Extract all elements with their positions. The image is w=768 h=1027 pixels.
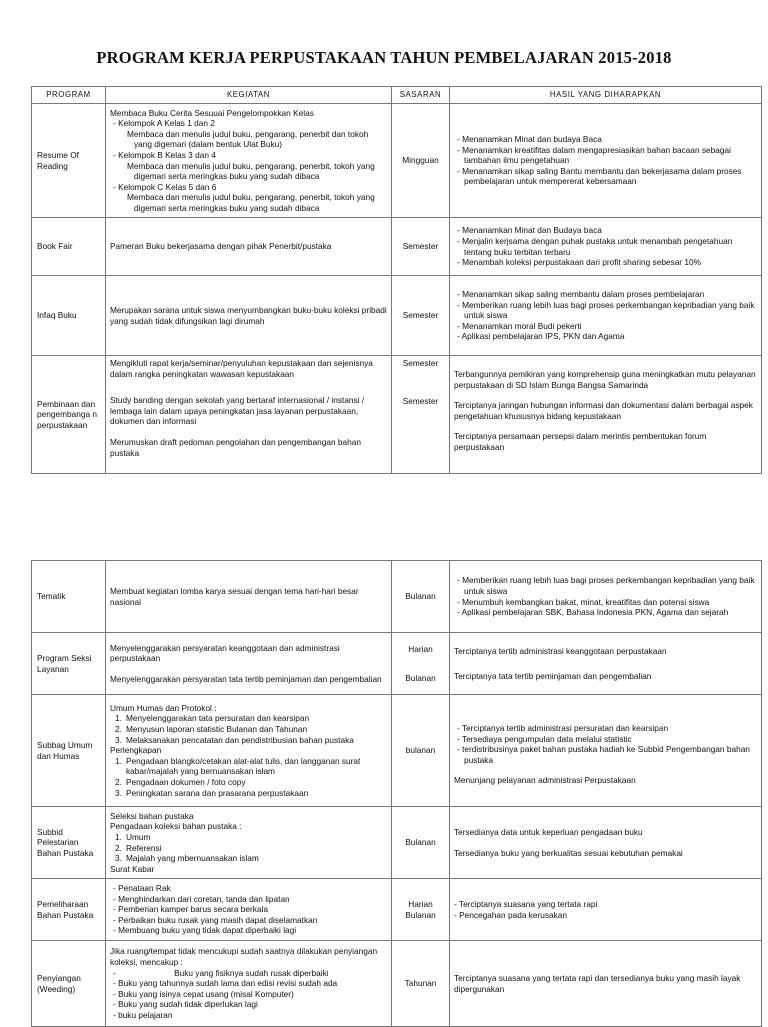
sasaran-cell: bulanan: [392, 695, 450, 807]
list-item: - Buku yang tahunnya sudah lama dan edisi revisi sudah ada: [110, 978, 387, 989]
table-header-row: [32, 87, 762, 104]
list-item: - Menanamkan sikap saling membantu dalam proses pembelajaran: [454, 289, 757, 300]
list-item: 3. Melaksanakan pencatatan dan pendistribusian bahan pustaka: [115, 734, 354, 745]
sasaran-cell: Tahunan: [392, 941, 450, 1027]
list-item: - Menumbuh kembangkan bakat, minat, kreatifitas dan potensi siswa: [454, 597, 757, 608]
header-sasaran: SASARAN: [392, 87, 450, 104]
list-item: - Tersediaya pengumpulan data melalui statistic: [454, 734, 757, 745]
kegiatan-cell: Jika ruang/tempat tidak mencukupi sudah saatnya dilakukan penyiangan koleksi, mencakup : - Buku yang fisiknya sudah rusak diperbaiki - Buku yang tahunnya sudah lama dan edisi revisi sudah ada - Buku yang isinya cepat usang (misal Komputer) - Buku yang sudah tidak diperlukan lagi - buku pelajaran: [106, 941, 392, 1027]
sasaran-cell: Harian Bulanan: [392, 633, 450, 695]
program-cell: Infaq Buku: [32, 276, 106, 356]
list-item: - Buku yang sudah tidak diperlukan lagi: [110, 999, 387, 1010]
list-item: - Memberikan ruang lebih luas bagi proses perkembangan kepribadian yang baik untuk siswa: [454, 300, 757, 321]
kegiatan-cell: Menyelenggarakan persyaratan keanggotaan dan administrasi perpustakaan Menyelenggarakan persyaratan tata tertib peminjaman dan pengembalian: [106, 633, 392, 695]
list-item: - Aplikasi pembelajaran IPS, PKN dan Agama: [454, 331, 757, 342]
kegiatan-cell: Umum Humas dan Protokol : 1. Menyelenggarakan tata persuratan dan kearsipan 2. Menyusun laporan statistic Bulanan dan Tahunan 3. Melaksanakan pencatatan dan pendistribusian bahan pustaka Perlengkapan 1. Pengadaan blangko/cetakan alat-alat tulis, dan langganan surat kabar/majalah yang bernuansakan islam 2. Pengadaan dokumen / foto copy 3. Peningkatan sarana dan prasarana perpustakaan: [106, 695, 392, 807]
table-row: [32, 104, 762, 218]
program-cell: Resume Of Reading: [32, 104, 106, 218]
list-item: - Menanamkan kreatifitas dalam mengapresiasikan bahan bacaan sebagai tambahan ilmu pengetahuan: [454, 145, 757, 166]
sasaran-cell: Semester: [392, 218, 450, 276]
table-row: [32, 218, 762, 276]
hasil-cell: Tersedianya data untuk keperluan pengadaan buku Tersedianya buku yang berkualitas sesuai kebutuhan pemakai: [450, 807, 762, 879]
list-item: - Menambah koleksi perpustakaan dari profit sharing sebesar 10%: [454, 257, 757, 268]
program-cell: Tematik: [32, 561, 106, 633]
program-cell: Penyiangan (Weeding): [32, 941, 106, 1027]
list-item: - buku pelajaran: [110, 1010, 387, 1021]
kegiatan-cell: Mengikluti rapat kerja/seminar/penyuluhan kepustakaan dan sejenisnya dalam rangka peningkatan wawasan kepustakaan Study banding dengan sekolah yang bertaraf internasional / instansi / lembaga lain dalam upaya peningkatan jasa layanan perpustakaan, dokumen dan informasi Merumuskan draft pedoman pengolahan dan pengembangan bahan pustaka: [106, 356, 392, 474]
sasaran-cell: Semester Semester: [392, 356, 450, 474]
sasaran-cell: Harian Bulanan: [392, 879, 450, 941]
list-item: - Kelompok C Kelas 5 dan 6 Membaca dan menulis judul buku, pengarang, penerbit, tokoh yang digemari serta meringkas buku yang sudah dibaca: [110, 182, 387, 214]
list-item: - Menjalin kerjsama dengan puhak pustaka untuk menambah pengetahuan tentang buku terbitan terbaru: [454, 236, 757, 257]
header-hasil: HASIL YANG DIHARAPKAN: [450, 87, 762, 104]
hasil-cell: [450, 104, 762, 218]
page-title: PROGRAM KERJA PERPUSTAKAAN TAHUN PEMBELAJARAN 2015-2018: [96, 48, 672, 67]
hasil-cell: [450, 218, 762, 276]
hasil-cell: - Terciptanya tertib administrasi persuratan dan kearsipan - Tersediaya pengumpulan data melalui statistic - terdistribusinya paket bahan pustaka hadiah ke Subbid Pengembangan bahan pustaka Menunjang pelayanan administrasi Perpustakaan: [450, 695, 762, 807]
list-item: 3. Peningkatan sarana dan prasarana perpustakaan: [115, 787, 309, 798]
list-item: - Perbaikan buku rusak yang masih dapat diselamatkan: [110, 915, 387, 926]
table-row: [32, 695, 762, 807]
program-cell: Program Seksi Layanan: [32, 633, 106, 695]
list-item: - Penataan Rak: [110, 883, 387, 894]
list-item: 1. Menyelenggarakan tata persuratan dan kearsipan: [115, 713, 310, 724]
program-table-2: [31, 560, 762, 1027]
hasil-cell: [450, 879, 762, 941]
list-item: - Terciptanya suasana yang tertata rapi: [454, 898, 598, 909]
program-cell: Pembinaan dan pengembanga n perpustakaan: [32, 356, 106, 474]
list-item: - Memberikan ruang lebih luas bagi proses perkembangan kepribadian yang baik untuk siswa: [454, 575, 757, 596]
kegiatan-cell: Pameran Buku bekerjasama dengan pihak Penerbit/pustaka: [106, 218, 392, 276]
list-item: 2. Menyusun laporan statistic Bulanan dan Tahunan: [115, 724, 308, 735]
table-row: [32, 356, 762, 474]
hasil-cell: [450, 561, 762, 633]
kegiatan-cell: Membuat kegiatan lomba karya sesuai dengan tema hari-hari besar nasional: [106, 561, 392, 633]
program-cell: Subbid Pelestarian Bahan Pustaka: [32, 807, 106, 879]
list-item: 1. Pengadaan blangko/cetakan alat-alat tulis, dan langganan surat kabar/majalah yang bernuansakan islam: [115, 755, 361, 777]
table-row: [32, 276, 762, 356]
hasil-cell: Terciptanya tertib administrasi keanggotaan perpustakaan Terciptanya tata tertib peminjaman dan pengembalian: [450, 633, 762, 695]
kegiatan-cell: [106, 879, 392, 941]
kegiatan-cell: Seleksi bahan pustaka Pengadaan koleksi bahan pustaka : 1. Umum 2. Referensi 3. Majalah yang mbernuansakan islam Surat Kabar: [106, 807, 392, 879]
program-cell: Pemeliharaan Bahan Pustaka: [32, 879, 106, 941]
list-item: - Buku yang isinya cepat usang (misal Komputer): [110, 989, 387, 1000]
list-item: - Pencegahan pada kerusakan: [454, 909, 568, 920]
sasaran-cell: Bulanan: [392, 807, 450, 879]
kegiatan-cell: Merupakan sarana untuk siswa menyumbangkan buku-buku koleksi pribadi yang sudah tidak difungsikan lagi dirumah: [106, 276, 392, 356]
hasil-cell: Terciptanya suasana yang tertata rapi dan tersedianya buku yang masih layak dipergunakan: [450, 941, 762, 1027]
list-item: - Aplikasi pembelajaran SBK, Bahasa Indonesia PKN, Agama dan sejarah: [454, 607, 757, 618]
list-item: - Menanamkan sikap saling Bantu membantu dan bekerjasama dalam proses pembelajaran untuk mempererat kebersamaan: [454, 166, 757, 187]
table-row: [32, 807, 762, 879]
table-row: [32, 879, 762, 941]
kegiatan-cell: Membaca Buku Cerita Sesuuai Pengelompokkan Kelas - Kelompok A Kelas 1 dan 2 Membaca dan menulis judul buku, pengarang, penerbit dan tokoh yang digemari (dalam bentuk Ulat Buku) - Kelompok B Kelas 3 dan 4 Membaca dan menulis judul buku, pengarang, penerbit, tokoh yang digemari serta meringkas buku yang sudah dibaca - Kelompok C Kelas 5 dan 6 Membaca dan menulis judul buku, pengarang, penerbit, tokoh yang digemari serta meringkas buku yang sudah dibaca: [106, 104, 392, 218]
table-row: [32, 941, 762, 1027]
list-item: - Menanamkan moral Budi pekerti: [454, 321, 757, 332]
list-item: - Menghindarkan dari coretan, tanda dan lipatan: [110, 894, 387, 905]
list-item: - Membuang buku yang tidak dapat diperbaiki lagi: [110, 925, 387, 936]
sasaran-cell: Bulanan: [392, 561, 450, 633]
list-item: - Buku yang fisiknya sudah rusak diperbaiki: [110, 968, 387, 979]
list-item: - Kelompok A Kelas 1 dan 2 Membaca dan menulis judul buku, pengarang, penerbit dan tokoh yang digemari (dalam bentuk Ulat Buku): [110, 118, 387, 150]
list-item: 2. Referensi: [115, 842, 162, 853]
list-item: - Kelompok B Kelas 3 dan 4 Membaca dan menulis judul buku, pengarang, penerbit, tokoh yang digemari serta meringkas buku yang sudah dibaca: [110, 150, 387, 182]
table-row: [32, 633, 762, 695]
hasil-cell: [450, 276, 762, 356]
list-item: 2. Pengadaan dokumen / foto copy: [115, 776, 246, 787]
list-item: - Terciptanya tertib administrasi persuratan dan kearsipan: [454, 723, 757, 734]
program-cell: Subbag Umum dan Humas: [32, 695, 106, 807]
list-item: - Pemberian kamper barus secara berkala: [110, 904, 387, 915]
program-table-1: [31, 86, 762, 474]
header-kegiatan: KEGIATAN: [106, 87, 392, 104]
list-item: - Menanamkan Minat dan budaya Baca: [454, 134, 757, 145]
list-item: 1. Umum: [115, 831, 151, 842]
list-item: - terdistribusinya paket bahan pustaka hadiah ke Subbid Pengembangan bahan pustaka: [454, 744, 757, 765]
table-row: [32, 561, 762, 633]
list-item: - Menanamkan Minat dan Budaya baca: [454, 225, 757, 236]
sasaran-cell: Semester: [392, 276, 450, 356]
hasil-cell: Terbangunnya pemikiran yang komprehensip guna meningkatkan mutu pelayanan perpustakaan di SD Islam Bunga Bangsa Samarinda Terciptanya jaringan hubungan informasi dan dokumentasi dalam berbagai aspek pengetahuan khususnya bidang kepustakaan Terciptanya persamaan persepsi dalam merintis pembentukan forum perpustakaan: [450, 356, 762, 474]
sasaran-cell: Mingguan: [392, 104, 450, 218]
header-program: PROGRAM: [32, 87, 106, 104]
program-cell: Book Fair: [32, 218, 106, 276]
list-item: 3. Majalah yang mbernuansakan islam: [115, 853, 259, 864]
